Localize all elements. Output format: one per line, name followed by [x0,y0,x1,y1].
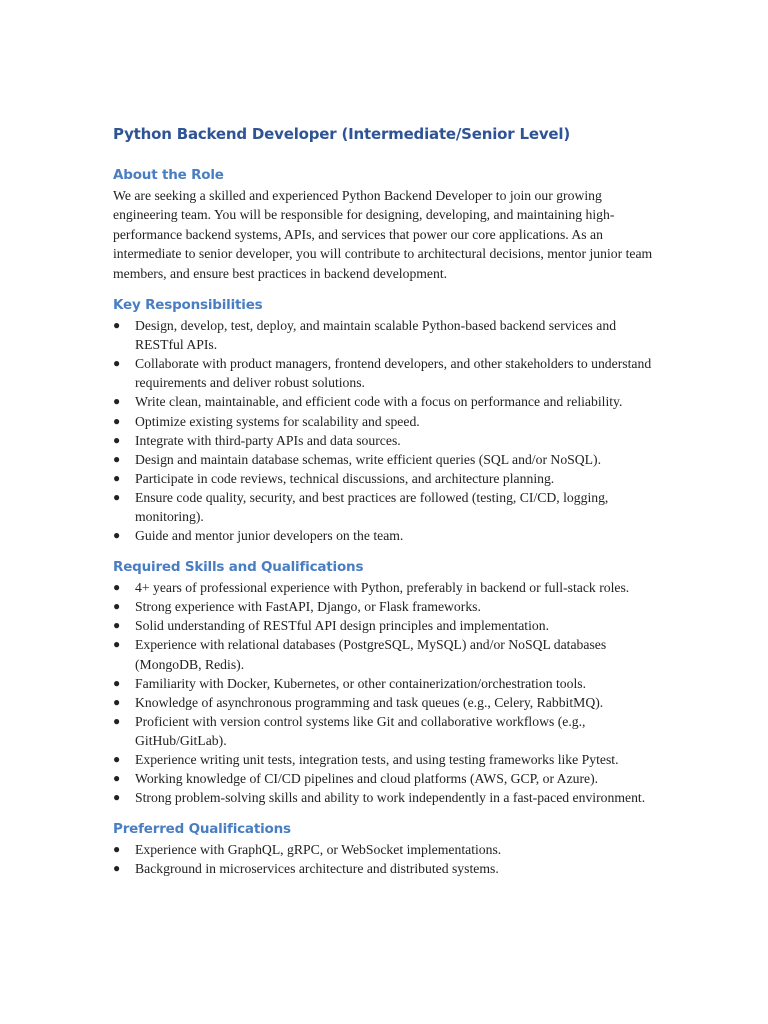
bullet-icon: ● [113,394,121,409]
bullet-icon: ● [113,675,121,690]
document-page [113,122,661,889]
bullet-icon: ● [113,528,121,543]
list-item [113,597,661,616]
list-item [113,712,661,750]
list-item-text: Design and maintain database schemas, write efficient queries (SQL and/or NoSQL). [135,451,601,467]
list-item-text: Background in microservices architecture and distributed systems. [135,861,499,877]
list-item-text: Experience writing unit tests, integration tests, and using testing frameworks like Pytest. [135,752,619,767]
list-item [113,616,661,635]
bullet-icon: ● [113,752,121,766]
responsibilities-heading: Key Responsibilities [113,297,263,314]
bullet-icon: ● [113,451,121,466]
about-heading: About the Role [113,167,224,183]
bullet-icon: ● [113,470,121,485]
list-item [113,431,661,450]
list-item-text: Write clean, maintainable, and efficient code with a focus on performance and reliability. [135,394,623,410]
list-item [113,469,661,488]
list-item [113,526,661,545]
list-item-text: Participate in code reviews, technical discussions, and architecture planning. [135,470,555,486]
list-item [113,412,661,431]
bullet-icon: ● [113,489,121,504]
list-item-text: 4+ years of professional experience with Python, preferably in backend or full-stack roles. [135,580,630,596]
bullet-icon: ● [113,618,121,633]
list-item [113,693,661,712]
bullet-icon: ● [113,771,121,786]
about-paragraph: We are seeking a skilled and experienced Python Backend Developer to join our growing engineering team. You will be responsible for designing, developing, and maintaining high-performance backend systems, APIs, and services that power our core applications. As an intermediate to senior developer, you will contribute to architectural decisions, mentor junior team members, and ensure best practices in backend development. [113,188,653,281]
bullet-icon: ● [113,356,121,371]
bullet-icon: ● [113,842,121,857]
list-item-text: Optimize existing systems for scalability and speed. [135,413,420,429]
list-item [113,635,661,673]
bullet-icon: ● [113,413,121,428]
list-item-text: Solid understanding of RESTful API design principles and implementation. [135,618,549,634]
list-item-text: Strong problem-solving skills and ability to work independently in a fast-paced environment. [135,790,646,806]
bullet-icon: ● [113,790,121,805]
list-item-text: Design, develop, test, deploy, and maintain scalable Python-based backend services and RESTful APIs. [135,318,617,353]
bullet-icon: ● [113,861,121,876]
list-item [113,578,661,597]
bullet-icon: ● [113,580,121,595]
list-item-text: Experience with relational databases (PostgreSQL, MySQL) and/or NoSQL databases (MongoDB, Redis). [135,637,607,672]
required-heading: Required Skills and Qualifications [113,559,364,576]
bullet-icon: ● [113,694,121,709]
bullet-icon: ● [113,637,121,652]
list-item [113,840,661,859]
list-item-text: Ensure code quality, security, and best practices are followed (testing, CI/CD, logging, monitoring). [135,489,609,524]
list-item-text: Strong experience with FastAPI, Django, or Flask frameworks. [135,599,481,615]
required-list [113,578,661,807]
list-item-text: Knowledge of asynchronous programming and task queues (e.g., Celery, RabbitMQ). [135,694,604,710]
list-item-text: Familiarity with Docker, Kubernetes, or other containerization/orchestration tools. [135,675,587,691]
list-item [113,488,661,526]
list-item-text: Guide and mentor junior developers on the team. [135,528,404,544]
list-item [113,788,661,807]
list-item [113,859,661,878]
bullet-icon: ● [113,713,121,728]
list-item-text: Proficient with version control systems like Git and collaborative workflows (e.g., GitHub/GitLab). [135,713,586,748]
list-item [113,750,661,769]
preferred-heading: Preferred Qualifications [113,821,291,838]
list-item [113,674,661,693]
list-item-text: Integrate with third-party APIs and data sources. [135,432,401,448]
list-item [113,450,661,469]
responsibilities-list [113,316,661,545]
list-item-text: Experience with GraphQL, gRPC, or WebSocket implementations. [135,842,502,858]
list-item [113,316,661,354]
bullet-icon: ● [113,432,121,447]
list-item [113,769,661,788]
document-title: Python Backend Developer (Intermediate/Senior Level) [113,125,570,143]
list-item-text: Working knowledge of CI/CD pipelines and cloud platforms (AWS, GCP, or Azure). [135,771,599,787]
list-item [113,392,661,411]
bullet-icon: ● [113,318,121,333]
list-item-text: Collaborate with product managers, frontend developers, and other stakeholders to understand requirements and deliver robust solutions. [135,356,652,391]
bullet-icon: ● [113,599,121,614]
preferred-list [113,840,661,878]
list-item [113,354,661,392]
